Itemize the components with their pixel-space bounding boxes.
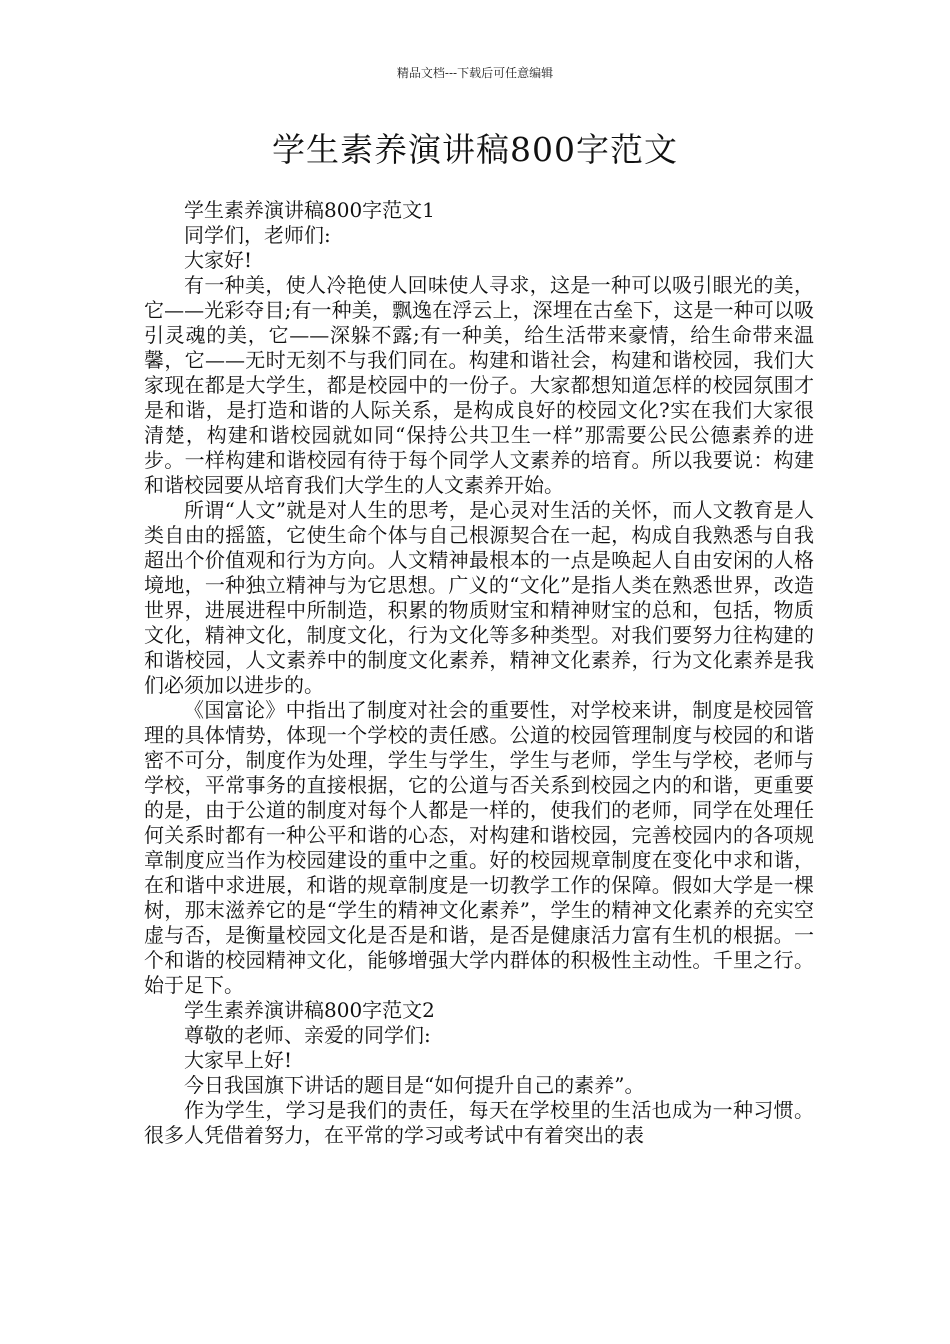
greeting: 大家好! (184, 248, 253, 272)
section-heading-1: 学生素养演讲稿800字范文1 (184, 198, 435, 222)
section-heading-2: 学生素养演讲稿800字范文2 (184, 998, 435, 1022)
document-body (144, 198, 814, 1148)
salutation: 同学们，老师们: (184, 223, 331, 247)
greeting: 大家早上好! (184, 1048, 293, 1072)
body-paragraph: 作为学生，学习是我们的责任，每天在学校里的生活也成为一种习惯。很多人凭借着努力，在平常的学习或考试中有着突出的表 (144, 1098, 814, 1147)
salutation: 尊敬的老师、亲爱的同学们: (184, 1023, 431, 1047)
document-title: 学生素养演讲稿800字范文 (272, 130, 678, 169)
page-header: 精品文档---下载后可任意编辑 (396, 66, 554, 80)
body-paragraph: 《国富论》中指出了制度对社会的重要性，对学校来讲，制度是校园管理的具体情势，体现一个学校的责任感。公道的校园管理制度与校园的和谐密不可分，制度作为处理，学生与学生，学生与老师，学生与学校，老师与学校，平常事务的直接根据，它的公道与否关系到校园之内的和谐，更重要的是，由于公道的制度对每个人都是一样的，使我们的老师，同学在处理任何关系时都有一种公平和谐的心态，对构建和谐校园，完善校园内的各项规章制度应当作为校园建设的重中之重。好的校园规章制度在变化中求和谐，在和谐中求进展，和谐的规章制度是一切教学工作的保障。假如大学是一棵树，那末滋养它的是“学生的精神文化素养”，学生的精神文化素养的充实空虚与否，是衡量校园文化是否是和谐，是否是健康活力富有生机的根据。一个和谐的校园精神文化，能够增强大学内群体的积极性主动性。千里之行。始于足下。 (144, 698, 814, 997)
body-paragraph: 今日我国旗下讲话的题目是“如何提升自己的素养”。 (184, 1073, 645, 1097)
body-paragraph: 有一种美，使人冷艳使人回味使人寻求，这是一种可以吸引眼光的美，它——光彩夺目;有一种美，飘逸在浮云上，深埋在古垒下，这是一种可以吸引灵魂的美，它——深躲不露;有一种美，给生活带来豪情，给生命带来温馨，它——无时无刻不与我们同在。构建和谐社会，构建和谐校园，我们大家现在都是大学生，都是校园中的一份子。大家都想知道怎样的校园氛围才是和谐，是打造和谐的人际关系，是构成良好的校园文化?实在我们大家很清楚，构建和谐校园就如同“保持公共卫生一样”那需要公民公德素养的进步。一样构建和谐校园有待于每个同学人文素养的培育。所以我要说：构建和谐校园要从培育我们大学生的人文素养开始。 (144, 273, 814, 497)
body-paragraph: 所谓“人文”就是对人生的思考，是心灵对生活的关怀，而人文教育是人类自由的摇篮，它使生命个体与自己根源契合在一起，构成自我熟悉与自我超出个价值观和行为方向。人文精神最根本的一点是唤起人自由安闲的人格境地，一种独立精神与为它思想。广义的“文化”是指人类在熟悉世界，改造世界，进展进程中所制造，积累的物质财宝和精神财宝的总和，包括，物质文化，精神文化，制度文化，行为文化等多种类型。对我们要努力往构建的和谐校园，人文素养中的制度文化素养，精神文化素养，行为文化素养是我们必须加以进步的。 (144, 498, 814, 697)
